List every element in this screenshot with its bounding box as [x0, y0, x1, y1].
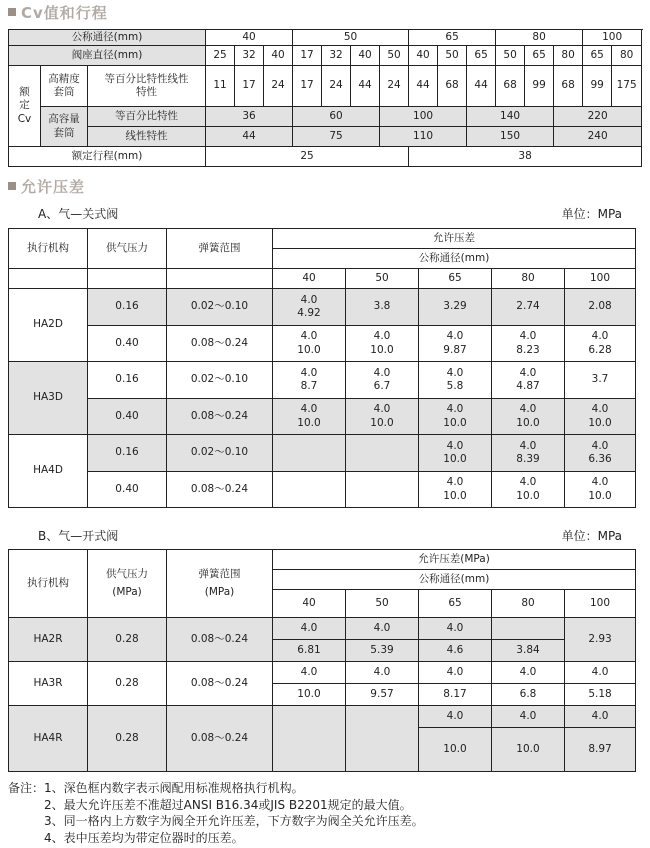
- size-header: 65: [419, 269, 492, 289]
- size-header: 50: [346, 590, 419, 618]
- empty-cell: [273, 706, 346, 772]
- capacity-sleeve-label: 高容量套筒: [41, 107, 88, 147]
- close-value: 10.0: [370, 416, 394, 429]
- open-value: 4.0: [492, 662, 565, 684]
- precision-cell: 175: [612, 66, 642, 107]
- pressure-cell: [565, 362, 636, 399]
- header-actuator: 执行机构: [9, 550, 88, 618]
- close-value: 5.18: [565, 684, 636, 706]
- open-value: 4.0: [565, 662, 636, 684]
- precision-cell: 44: [409, 66, 438, 107]
- open-value: 4.0: [519, 403, 537, 416]
- section-title: Cv值和行程: [21, 3, 108, 22]
- open-value: 4.0: [300, 366, 318, 379]
- close-value: 10.0: [443, 416, 467, 429]
- close-value: 10.0: [273, 684, 346, 706]
- header-actuator: 执行机构: [9, 229, 88, 269]
- open-value: 4.0: [446, 366, 464, 379]
- spring-range-cell: 0.02～0.10: [167, 362, 273, 399]
- section-marker-icon: [8, 8, 16, 16]
- precision-cell: 24: [322, 66, 351, 107]
- pressure-cell: [492, 399, 565, 435]
- header-nominal-diameter: 公称通径(mm): [273, 249, 636, 269]
- close-value: 6.7: [373, 380, 391, 392]
- subsection-title-b: B、气—开式阀: [38, 529, 119, 543]
- close-value: 10.0: [443, 489, 467, 502]
- open-value: 2.74: [516, 300, 540, 313]
- nominal-cell: 80: [496, 30, 583, 46]
- close-value: 10.0: [443, 453, 467, 465]
- open-value: 4.0: [273, 618, 346, 640]
- precision-cell: 44: [467, 66, 496, 107]
- supply-pressure-cell: 0.28: [88, 618, 167, 662]
- pressure-cell: [492, 472, 565, 508]
- close-value: 10.0: [297, 416, 321, 429]
- rated-cv-label: 额定Cv: [9, 66, 41, 147]
- precision-cell: 17: [235, 66, 264, 107]
- close-value: 10.0: [516, 489, 540, 502]
- pressure-cell: [419, 289, 492, 326]
- pressure-cell: [346, 326, 419, 362]
- size-header: 80: [492, 590, 565, 618]
- open-value: 4.0: [419, 618, 492, 640]
- precision-cell: 99: [583, 66, 612, 107]
- unit-label: 单位：MPa: [561, 529, 622, 543]
- supply-pressure-cell: 0.40: [88, 399, 167, 435]
- empty-cell: [273, 472, 346, 508]
- pressure-cell: [565, 399, 636, 435]
- actuator-cell: HA4D: [9, 435, 88, 508]
- capacity-lin-cell: 110: [380, 127, 467, 147]
- seat-cell: 80: [612, 46, 642, 66]
- size-header: 100: [565, 269, 636, 289]
- section-header-pressure: [8, 176, 85, 196]
- open-value: 4.0: [373, 366, 391, 379]
- close-value: 6.28: [588, 343, 612, 356]
- open-value: 4.0: [300, 293, 318, 306]
- linear-label: 线性特性: [88, 127, 206, 147]
- seat-cell: 32: [235, 46, 264, 66]
- precision-cell: 24: [264, 66, 293, 107]
- open-value: 4.0: [373, 330, 391, 343]
- close-value: 8.39: [516, 453, 540, 465]
- open-value: 4.0: [591, 439, 609, 452]
- pressure-cell: [419, 399, 492, 435]
- note-line: 4、表中压差均为带定位器时的压差。: [44, 830, 244, 845]
- capacity-lin-cell: 75: [293, 127, 380, 147]
- header-supply-pressure: 供气压力: [88, 229, 167, 269]
- close-value: 4.6: [419, 640, 492, 662]
- spring-range-cell: 0.08～0.24: [167, 399, 273, 435]
- pressure-cell: [492, 289, 565, 326]
- close-value: 4.92: [297, 307, 321, 319]
- header-supply-pressure-label: 供气压力: [106, 568, 148, 581]
- pressure-cell: [346, 289, 419, 326]
- supply-pressure-cell: 0.16: [88, 289, 167, 326]
- actuator-cell: HA3D: [9, 362, 88, 435]
- capacity-lin-cell: 150: [467, 127, 554, 147]
- open-value: 4.0: [565, 706, 636, 728]
- spring-range-cell: 0.08～0.24: [167, 706, 273, 772]
- header-supply-pressure: [88, 550, 167, 618]
- close-value: 10.0: [492, 728, 565, 772]
- seat-cell: 65: [583, 46, 612, 66]
- capacity-eq-cell: 100: [380, 107, 467, 127]
- open-value: 4.0: [446, 439, 464, 452]
- seat-cell: 50: [496, 46, 525, 66]
- close-value: 8.17: [419, 684, 492, 706]
- open-value: 4.0: [519, 439, 537, 452]
- air-to-open-table: [8, 549, 636, 772]
- spring-range-cell: 0.02～0.10: [167, 289, 273, 326]
- seat-cell: 32: [322, 46, 351, 66]
- close-value: 8.97: [565, 728, 636, 772]
- close-value: 6.8: [492, 684, 565, 706]
- subsection-title-a: A、气—关式阀: [38, 207, 119, 221]
- seat-cell: 80: [554, 46, 583, 66]
- open-value: 4.0: [591, 330, 609, 343]
- pressure-cell: [492, 362, 565, 399]
- close-value: 10.0: [419, 728, 492, 772]
- seat-cell: 65: [467, 46, 496, 66]
- pressure-cell: [273, 399, 346, 435]
- spring-range-cell: 0.02～0.10: [167, 435, 273, 472]
- precision-cell: 99: [525, 66, 554, 107]
- capacity-lin-cell: 44: [206, 127, 293, 147]
- header-spring-range: [167, 550, 273, 618]
- nominal-cell: 50: [293, 30, 409, 46]
- header-allowable-pressure: 允许压差: [273, 229, 636, 249]
- header-nominal-diameter: 公称通径(mm): [273, 570, 636, 590]
- empty-cell: [346, 706, 419, 772]
- air-to-close-table: [8, 228, 636, 508]
- capacity-eq-cell: 220: [554, 107, 642, 127]
- precision-cell: 17: [293, 66, 322, 107]
- close-value: 9.57: [346, 684, 419, 706]
- seat-cell: 17: [293, 46, 322, 66]
- size-header: 80: [492, 269, 565, 289]
- open-value: 4.0: [300, 330, 318, 343]
- section-header-cv: [8, 2, 108, 22]
- open-value: 4.0: [419, 706, 492, 728]
- supply-pressure-cell: 0.16: [88, 362, 167, 399]
- empty-cell: [492, 618, 565, 640]
- pressure-cell: [419, 435, 492, 472]
- close-value: 10.0: [297, 343, 321, 356]
- size-header: 40: [273, 590, 346, 618]
- section-title: 允许压差: [21, 177, 86, 196]
- close-value: 6.81: [273, 640, 346, 662]
- spring-range-cell: 0.08～0.24: [167, 326, 273, 362]
- close-value: 8.7: [300, 380, 318, 392]
- supply-pressure-cell: 0.28: [88, 662, 167, 706]
- pressure-cell: [565, 472, 636, 508]
- close-value: 5.8: [446, 380, 464, 392]
- precision-cell: 11: [206, 66, 235, 107]
- notes: [8, 780, 424, 846]
- open-value: 4.0: [519, 366, 537, 379]
- stroke-cell: 38: [409, 147, 642, 167]
- cv-stroke-table: [8, 29, 642, 167]
- actuator-cell: HA2R: [9, 618, 88, 662]
- close-value: 10.0: [588, 489, 612, 502]
- open-value: 2.08: [588, 300, 612, 313]
- close-value: 6.36: [588, 453, 612, 465]
- header-allowable-pressure: 允许压差(MPa): [273, 550, 636, 570]
- empty-cell: [167, 269, 273, 289]
- supply-pressure-cell: 0.40: [88, 472, 167, 508]
- header-spring-range: 弹簧范围: [167, 229, 273, 269]
- pressure-cell: [565, 435, 636, 472]
- seat-cell: 50: [380, 46, 409, 66]
- open-value: 4.0: [346, 618, 419, 640]
- pressure-cell: [419, 326, 492, 362]
- open-value: 4.0: [273, 662, 346, 684]
- supply-pressure-cell: 0.40: [88, 326, 167, 362]
- seat-cell: 40: [409, 46, 438, 66]
- seat-cell: 40: [351, 46, 380, 66]
- open-value: 4.0: [446, 476, 464, 489]
- note-line: 3、同一格内上方数字为阀全开允许压差，下方数字为阀全关允许压差。: [44, 814, 424, 828]
- pressure-cell: [419, 472, 492, 508]
- eq-linear-label: 等百分比特性线性特性: [88, 66, 206, 107]
- close-value: 5.39: [346, 640, 419, 662]
- close-value: 4.87: [516, 380, 540, 392]
- close-value: 3.84: [492, 640, 565, 662]
- close-value: 10.0: [588, 416, 612, 429]
- close-value: 10.0: [516, 416, 540, 429]
- precision-sleeve-label: 高精度套筒: [41, 66, 88, 107]
- precision-cell: 68: [554, 66, 583, 107]
- open-value: 3.8: [373, 300, 391, 313]
- note-line: 备注：1、深色框内数字表示阀配用标准规格执行机构。: [8, 781, 304, 795]
- pressure-cell: [273, 362, 346, 399]
- empty-cell: [9, 269, 88, 289]
- close-value: 9.87: [443, 343, 467, 356]
- seat-cell: 40: [264, 46, 293, 66]
- seat-cell: 65: [525, 46, 554, 66]
- open-value: 4.0: [446, 330, 464, 343]
- close-value: 10.0: [370, 343, 394, 356]
- open-value: 4.0: [300, 403, 318, 416]
- nominal-cell: 40: [206, 30, 293, 46]
- open-value: 4.0: [519, 330, 537, 343]
- open-value: 4.0: [591, 403, 609, 416]
- merged-pressure-cell: 2.93: [565, 618, 636, 662]
- pressure-cell: [419, 362, 492, 399]
- note-line: 2、最大允许压差不准超过ANSI B16.34或JIS B2201规定的最大值。: [44, 797, 412, 812]
- open-value: 4.0: [492, 706, 565, 728]
- capacity-lin-cell: 240: [554, 127, 642, 147]
- spring-range-cell: 0.08～0.24: [167, 618, 273, 662]
- spring-range-cell: 0.08～0.24: [167, 662, 273, 706]
- precision-cell: 68: [496, 66, 525, 107]
- size-header: 65: [419, 590, 492, 618]
- open-value: 3.29: [443, 300, 467, 313]
- pressure-cell: [273, 289, 346, 326]
- header-unit: (MPa): [112, 585, 142, 598]
- pressure-cell: [492, 435, 565, 472]
- size-header: 40: [273, 269, 346, 289]
- precision-cell: 44: [351, 66, 380, 107]
- stroke-cell: 25: [206, 147, 409, 167]
- pressure-cell: [346, 362, 419, 399]
- seat-cell: 25: [206, 46, 235, 66]
- supply-pressure-cell: 0.28: [88, 706, 167, 772]
- pressure-cell: [346, 399, 419, 435]
- actuator-cell: HA2D: [9, 289, 88, 362]
- capacity-eq-cell: 140: [467, 107, 554, 127]
- header-spring-range-label: 弹簧范围: [198, 568, 241, 581]
- precision-cell: 24: [380, 66, 409, 107]
- seat-diameter-label: 阀座直径(mm): [9, 46, 206, 66]
- pressure-cell: [273, 326, 346, 362]
- spring-range-cell: 0.08～0.24: [167, 472, 273, 508]
- size-header: 100: [565, 590, 636, 618]
- open-value: 4.0: [591, 476, 609, 489]
- actuator-cell: HA3R: [9, 662, 88, 706]
- nominal-diameter-label: 公称通径(mm): [9, 30, 206, 46]
- nominal-cell: 65: [409, 30, 496, 46]
- pressure-cell: [565, 326, 636, 362]
- pressure-cell: [492, 326, 565, 362]
- rated-stroke-label: 额定行程(mm): [9, 147, 206, 167]
- capacity-eq-cell: 36: [206, 107, 293, 127]
- unit-label: 单位：MPa: [561, 207, 622, 221]
- actuator-cell: HA4R: [9, 706, 88, 772]
- open-value: 4.0: [519, 476, 537, 489]
- empty-cell: [346, 472, 419, 508]
- empty-cell: [346, 435, 419, 472]
- close-value: 8.23: [516, 343, 540, 356]
- seat-cell: 50: [438, 46, 467, 66]
- size-header: 50: [346, 269, 419, 289]
- empty-cell: [88, 269, 167, 289]
- open-value: 4.0: [446, 403, 464, 416]
- open-value: 4.0: [346, 662, 419, 684]
- pressure-cell: [565, 289, 636, 326]
- section-marker-icon: [8, 182, 16, 190]
- empty-cell: [273, 435, 346, 472]
- nominal-cell: 100: [583, 30, 642, 46]
- supply-pressure-cell: 0.16: [88, 435, 167, 472]
- eq-percent-label: 等百分比特性: [88, 107, 206, 127]
- precision-cell: 68: [438, 66, 467, 107]
- header-unit: (MPa): [204, 585, 235, 598]
- open-value: 4.0: [373, 403, 391, 416]
- open-value: 4.0: [419, 662, 492, 684]
- open-value: 3.7: [591, 373, 609, 386]
- capacity-eq-cell: 60: [293, 107, 380, 127]
